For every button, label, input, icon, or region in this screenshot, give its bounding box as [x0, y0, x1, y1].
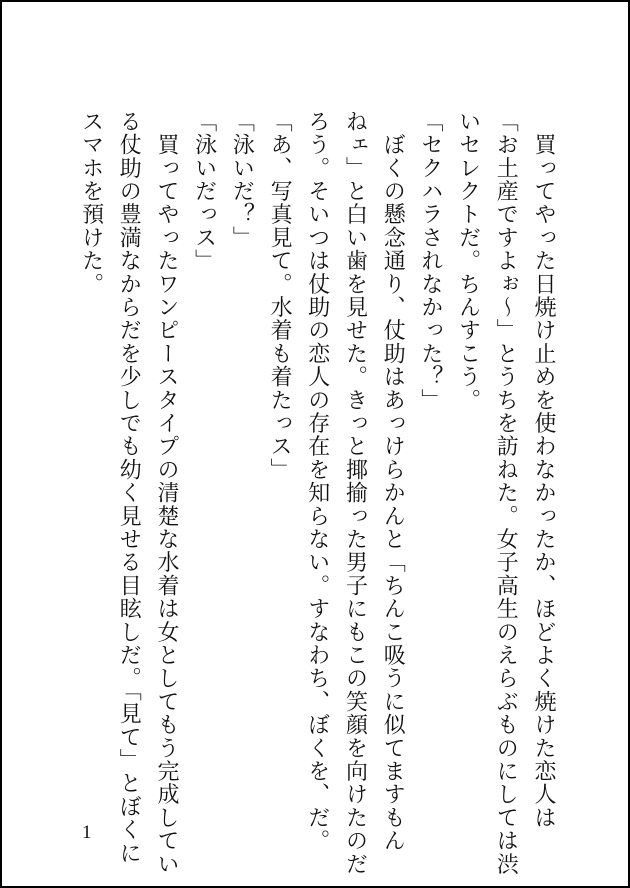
text-line: 買ってやった日焼け止めを使わなかったか、ほどよく焼けた恋人は: [531, 110, 556, 830]
text-line: スマホを預けた。: [78, 110, 104, 296]
text-line: 「泳いだ？」: [229, 110, 255, 250]
text-line: る仗助の豊満なからだを少しでも幼く見せる目眩しだ。「見て」とぼくに: [116, 110, 142, 865]
text-line: ろう。そいつは仗助の恋人の存在を知らない。すなわち、ぼくを、だ。: [304, 110, 330, 853]
text-line: いセレクトだ。ちんすこう。: [455, 110, 481, 412]
text-line: 「あ、写真見て。水着も着たっス」: [267, 110, 293, 482]
text-line: 「泳いだっス」: [191, 110, 217, 273]
text-line: 「セクハラされなかった？」: [417, 110, 443, 412]
text-line: 「お土産ですよぉ～」とうちを訪ねた。女子高生のえらぶものにしては渋: [493, 110, 519, 876]
vertical-text-body: [72, 110, 562, 876]
text-line: ねェ」と白い歯を見せた。きっと揶揄った男子にもこの笑顔を向けたのだ: [342, 110, 368, 876]
page-number: 1: [82, 822, 92, 843]
text-line: 買ってやったワンピースタイプの清楚な水着は女としてもう完成してい: [153, 110, 179, 876]
text-line: ぼくの懸念通り、仗助はあっけらかんと「ちんこ吸うに似てますもん: [380, 110, 406, 853]
